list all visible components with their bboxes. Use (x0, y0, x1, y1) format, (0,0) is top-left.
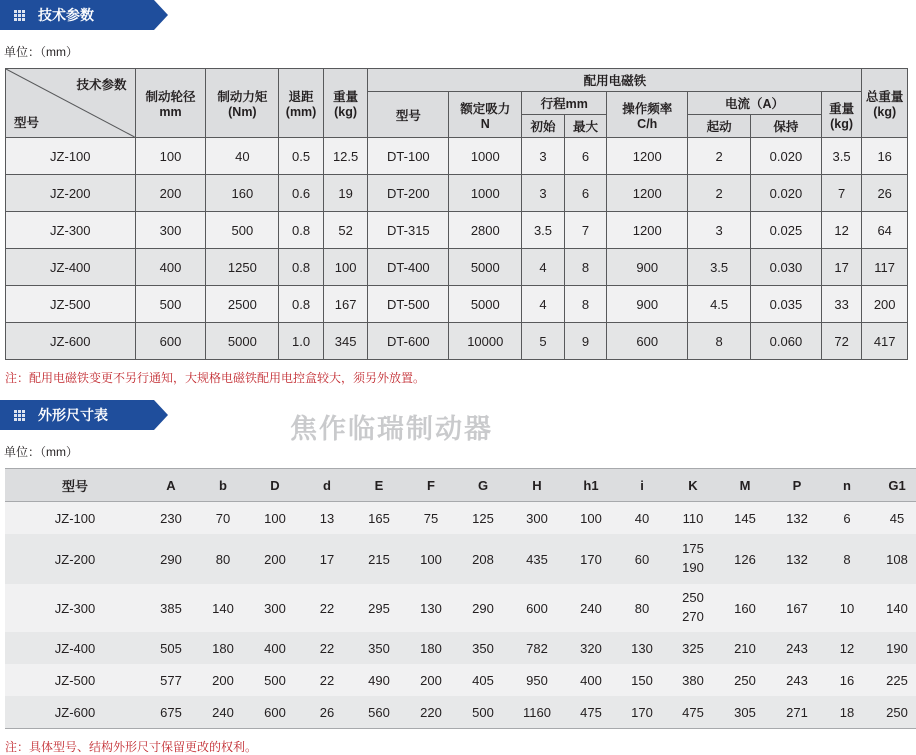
cell-M: 126 (719, 534, 771, 584)
cell-E: 490 (353, 664, 405, 696)
cell-model: JZ-600 (6, 323, 136, 360)
cell-model: JZ-500 (6, 286, 136, 323)
cell-A: 230 (145, 502, 197, 535)
cell-K: 475 (667, 696, 719, 729)
cell-retract: 0.5 (279, 138, 324, 175)
specs-banner-bar (0, 0, 154, 30)
header-rated-pull: 额定吸力 N (449, 92, 522, 138)
cell-n: 12 (823, 632, 871, 664)
cell-G: 500 (457, 696, 509, 729)
cell-model: JZ-200 (5, 534, 145, 584)
cell-current-start: 2 (688, 138, 751, 175)
header-D: D (249, 469, 301, 502)
cell-wheel: 400 (135, 249, 206, 286)
cell-total: 26 (862, 175, 908, 212)
cell-current-hold: 0.035 (750, 286, 821, 323)
header-current-hold: 保持 (750, 115, 821, 138)
cell-current-start: 2 (688, 175, 751, 212)
cell-D: 100 (249, 502, 301, 535)
header-stroke-max: 最大 (564, 115, 607, 138)
cell-current-start: 3.5 (688, 249, 751, 286)
cell-torque: 160 (206, 175, 279, 212)
cell-i: 150 (617, 664, 667, 696)
header-stroke: 行程mm (522, 92, 607, 115)
cell-G1: 250 (871, 696, 916, 729)
table-row (5, 696, 916, 729)
cell-stroke-init: 5 (522, 323, 565, 360)
cell-G: 350 (457, 632, 509, 664)
cell-magnet: DT-600 (368, 323, 449, 360)
cell-M: 210 (719, 632, 771, 664)
cell-pull: 10000 (449, 323, 522, 360)
header-b: b (197, 469, 249, 502)
cell-b: 80 (197, 534, 249, 584)
cell-F: 75 (405, 502, 457, 535)
cell-retract: 0.8 (279, 286, 324, 323)
cell-n: 18 (823, 696, 871, 729)
cell-h1: 240 (565, 584, 617, 632)
cell-stroke-max: 8 (564, 286, 607, 323)
cell-H: 950 (509, 664, 565, 696)
header-retract: 退距 (mm) (279, 69, 324, 138)
cell-model: JZ-200 (6, 175, 136, 212)
cell-stroke-max: 6 (564, 175, 607, 212)
cell-D: 400 (249, 632, 301, 664)
header-current-start: 起动 (688, 115, 751, 138)
specs-corner-cell (6, 69, 136, 138)
cell-b: 200 (197, 664, 249, 696)
cell-magnet: DT-500 (368, 286, 449, 323)
cell-current-start: 3 (688, 212, 751, 249)
cell-weight2: 33 (821, 286, 862, 323)
cell-G: 125 (457, 502, 509, 535)
cell-b: 70 (197, 502, 249, 535)
cell-model: JZ-100 (5, 502, 145, 535)
cell-D: 600 (249, 696, 301, 729)
cell-i: 40 (617, 502, 667, 535)
cell-weight1: 100 (323, 249, 368, 286)
cell-magnet: DT-200 (368, 175, 449, 212)
cell-current-start: 8 (688, 323, 751, 360)
cell-E: 165 (353, 502, 405, 535)
cell-K: 380 (667, 664, 719, 696)
cell-E: 215 (353, 534, 405, 584)
table-row (5, 664, 916, 696)
dimensions-header-row (5, 469, 916, 502)
cell-d: 13 (301, 502, 353, 535)
table-row (6, 249, 908, 286)
cell-wheel: 500 (135, 286, 206, 323)
specs-unit-label: 单位：（mm） (4, 45, 78, 59)
cell-n: 6 (823, 502, 871, 535)
specs-corner-top-label: 技术参数 (76, 78, 127, 92)
cell-M: 305 (719, 696, 771, 729)
header-F: F (405, 469, 457, 502)
cell-retract: 1.0 (279, 323, 324, 360)
cell-F: 180 (405, 632, 457, 664)
header-H: H (509, 469, 565, 502)
cell-G1: 190 (871, 632, 916, 664)
cell-P: 167 (771, 584, 823, 632)
cell-pull: 5000 (449, 249, 522, 286)
cell-stroke-init: 3.5 (522, 212, 565, 249)
cell-model: JZ-600 (5, 696, 145, 729)
cell-G1: 225 (871, 664, 916, 696)
grid-dots-icon (14, 10, 26, 21)
header-E: E (353, 469, 405, 502)
cell-K: 325 (667, 632, 719, 664)
cell-stroke-init: 3 (522, 138, 565, 175)
cell-current-hold: 0.020 (750, 175, 821, 212)
dimensions-table-body (5, 502, 916, 729)
cell-freq: 1200 (607, 212, 688, 249)
cell-D: 300 (249, 584, 301, 632)
header-n: n (823, 469, 871, 502)
cell-model: JZ-400 (6, 249, 136, 286)
cell-torque: 40 (206, 138, 279, 175)
cell-weight1: 167 (323, 286, 368, 323)
table-row (6, 212, 908, 249)
cell-model: JZ-300 (6, 212, 136, 249)
dimensions-banner-bar (0, 400, 154, 430)
cell-H: 782 (509, 632, 565, 664)
cell-M: 250 (719, 664, 771, 696)
header-i: i (617, 469, 667, 502)
cell-D: 500 (249, 664, 301, 696)
cell-M: 145 (719, 502, 771, 535)
cell-A: 505 (145, 632, 197, 664)
cell-freq: 900 (607, 286, 688, 323)
cell-A: 385 (145, 584, 197, 632)
header-G: G (457, 469, 509, 502)
header-weight-1: 重量 (kg) (323, 69, 368, 138)
cell-magnet: DT-400 (368, 249, 449, 286)
cell-P: 271 (771, 696, 823, 729)
cell-K: 250 270 (667, 584, 719, 632)
cell-pull: 2800 (449, 212, 522, 249)
cell-P: 132 (771, 502, 823, 535)
cell-freq: 600 (607, 323, 688, 360)
watermark-text: 焦作临瑞制动器 (290, 414, 493, 445)
cell-E: 295 (353, 584, 405, 632)
cell-model: JZ-100 (6, 138, 136, 175)
cell-total: 16 (862, 138, 908, 175)
cell-G: 405 (457, 664, 509, 696)
cell-weight1: 19 (323, 175, 368, 212)
cell-P: 132 (771, 534, 823, 584)
cell-pull: 1000 (449, 138, 522, 175)
cell-G1: 45 (871, 502, 916, 535)
cell-stroke-max: 7 (564, 212, 607, 249)
cell-magnet: DT-100 (368, 138, 449, 175)
cell-H: 1160 (509, 696, 565, 729)
cell-H: 600 (509, 584, 565, 632)
cell-d: 22 (301, 664, 353, 696)
header-magnet-model: 型号 (368, 92, 449, 138)
cell-H: 300 (509, 502, 565, 535)
cell-i: 80 (617, 584, 667, 632)
cell-pull: 5000 (449, 286, 522, 323)
cell-H: 435 (509, 534, 565, 584)
cell-d: 26 (301, 696, 353, 729)
cell-retract: 0.6 (279, 175, 324, 212)
cell-E: 560 (353, 696, 405, 729)
header-h1: h1 (565, 469, 617, 502)
cell-d: 22 (301, 632, 353, 664)
dimensions-note: 注：具体型号、结构外形尺寸保留更改的权利。 (5, 740, 258, 754)
header-brake-torque: 制动力矩 (Nm) (206, 69, 279, 138)
header-stroke-initial: 初始 (522, 115, 565, 138)
specs-table-body (6, 138, 908, 360)
cell-total: 64 (862, 212, 908, 249)
header-M: M (719, 469, 771, 502)
cell-h1: 320 (565, 632, 617, 664)
cell-wheel: 100 (135, 138, 206, 175)
cell-weight2: 17 (821, 249, 862, 286)
cell-F: 130 (405, 584, 457, 632)
table-row (5, 502, 916, 535)
cell-K: 175 190 (667, 534, 719, 584)
cell-freq: 900 (607, 249, 688, 286)
header-magnet-group: 配用电磁铁 (368, 69, 862, 92)
cell-freq: 1200 (607, 138, 688, 175)
cell-d: 17 (301, 534, 353, 584)
cell-stroke-max: 8 (564, 249, 607, 286)
cell-torque: 2500 (206, 286, 279, 323)
cell-i: 130 (617, 632, 667, 664)
cell-h1: 170 (565, 534, 617, 584)
header-K: K (667, 469, 719, 502)
table-row (5, 534, 916, 584)
cell-current-hold: 0.060 (750, 323, 821, 360)
cell-stroke-init: 4 (522, 249, 565, 286)
cell-F: 220 (405, 696, 457, 729)
table-row (6, 286, 908, 323)
cell-K: 110 (667, 502, 719, 535)
cell-M: 160 (719, 584, 771, 632)
cell-wheel: 300 (135, 212, 206, 249)
cell-P: 243 (771, 664, 823, 696)
cell-weight2: 3.5 (821, 138, 862, 175)
cell-A: 675 (145, 696, 197, 729)
cell-h1: 400 (565, 664, 617, 696)
cell-torque: 5000 (206, 323, 279, 360)
header-d: d (301, 469, 353, 502)
cell-wheel: 600 (135, 323, 206, 360)
cell-model: JZ-300 (5, 584, 145, 632)
cell-weight2: 72 (821, 323, 862, 360)
header-brake-wheel-dia: 制动轮径 mm (135, 69, 206, 138)
header-weight-2: 重量 (kg) (821, 92, 862, 138)
cell-current-hold: 0.030 (750, 249, 821, 286)
header-frequency: 操作频率 C/h (607, 92, 688, 138)
specs-corner-bottom-label: 型号 (14, 116, 40, 130)
cell-n: 8 (823, 534, 871, 584)
specs-table (5, 68, 908, 360)
cell-i: 170 (617, 696, 667, 729)
cell-freq: 1200 (607, 175, 688, 212)
header-A: A (145, 469, 197, 502)
cell-stroke-max: 9 (564, 323, 607, 360)
header-G1: G1 (871, 469, 916, 502)
table-row (6, 323, 908, 360)
cell-stroke-init: 3 (522, 175, 565, 212)
cell-G: 208 (457, 534, 509, 584)
table-row (6, 138, 908, 175)
cell-b: 180 (197, 632, 249, 664)
cell-n: 16 (823, 664, 871, 696)
grid-dots-icon (14, 410, 26, 421)
cell-magnet: DT-315 (368, 212, 449, 249)
table-row (5, 584, 916, 632)
cell-retract: 0.8 (279, 212, 324, 249)
cell-current-start: 4.5 (688, 286, 751, 323)
header-P: P (771, 469, 823, 502)
specs-section-banner (0, 0, 916, 30)
specs-note: 注：配用电磁铁变更不另行通知，大规格电磁铁配用电控盒较大，须另外放置。 (5, 371, 426, 385)
cell-G: 290 (457, 584, 509, 632)
cell-stroke-init: 4 (522, 286, 565, 323)
cell-weight1: 12.5 (323, 138, 368, 175)
cell-F: 200 (405, 664, 457, 696)
cell-A: 577 (145, 664, 197, 696)
specs-banner-title: 技术参数 (38, 7, 94, 23)
cell-stroke-max: 6 (564, 138, 607, 175)
cell-G1: 140 (871, 584, 916, 632)
cell-weight1: 345 (323, 323, 368, 360)
cell-h1: 475 (565, 696, 617, 729)
dimensions-table (5, 468, 916, 729)
dimensions-banner-title: 外形尺寸表 (38, 407, 108, 423)
cell-model: JZ-500 (5, 664, 145, 696)
dimensions-unit-label: 单位：（mm） (4, 445, 78, 459)
cell-E: 350 (353, 632, 405, 664)
cell-b: 240 (197, 696, 249, 729)
cell-pull: 1000 (449, 175, 522, 212)
cell-D: 200 (249, 534, 301, 584)
header-current: 电流（A） (688, 92, 822, 115)
cell-F: 100 (405, 534, 457, 584)
header-total-weight: 总重量 (kg) (862, 69, 908, 138)
cell-retract: 0.8 (279, 249, 324, 286)
cell-current-hold: 0.020 (750, 138, 821, 175)
cell-weight2: 7 (821, 175, 862, 212)
cell-n: 10 (823, 584, 871, 632)
cell-total: 200 (862, 286, 908, 323)
table-row (6, 175, 908, 212)
cell-total: 417 (862, 323, 908, 360)
cell-current-hold: 0.025 (750, 212, 821, 249)
cell-A: 290 (145, 534, 197, 584)
cell-wheel: 200 (135, 175, 206, 212)
cell-weight1: 52 (323, 212, 368, 249)
cell-i: 60 (617, 534, 667, 584)
cell-total: 117 (862, 249, 908, 286)
header-model: 型号 (5, 469, 145, 502)
cell-G1: 108 (871, 534, 916, 584)
cell-torque: 500 (206, 212, 279, 249)
cell-d: 22 (301, 584, 353, 632)
cell-b: 140 (197, 584, 249, 632)
cell-weight2: 12 (821, 212, 862, 249)
cell-h1: 100 (565, 502, 617, 535)
cell-P: 243 (771, 632, 823, 664)
cell-torque: 1250 (206, 249, 279, 286)
table-row (5, 632, 916, 664)
cell-model: JZ-400 (5, 632, 145, 664)
